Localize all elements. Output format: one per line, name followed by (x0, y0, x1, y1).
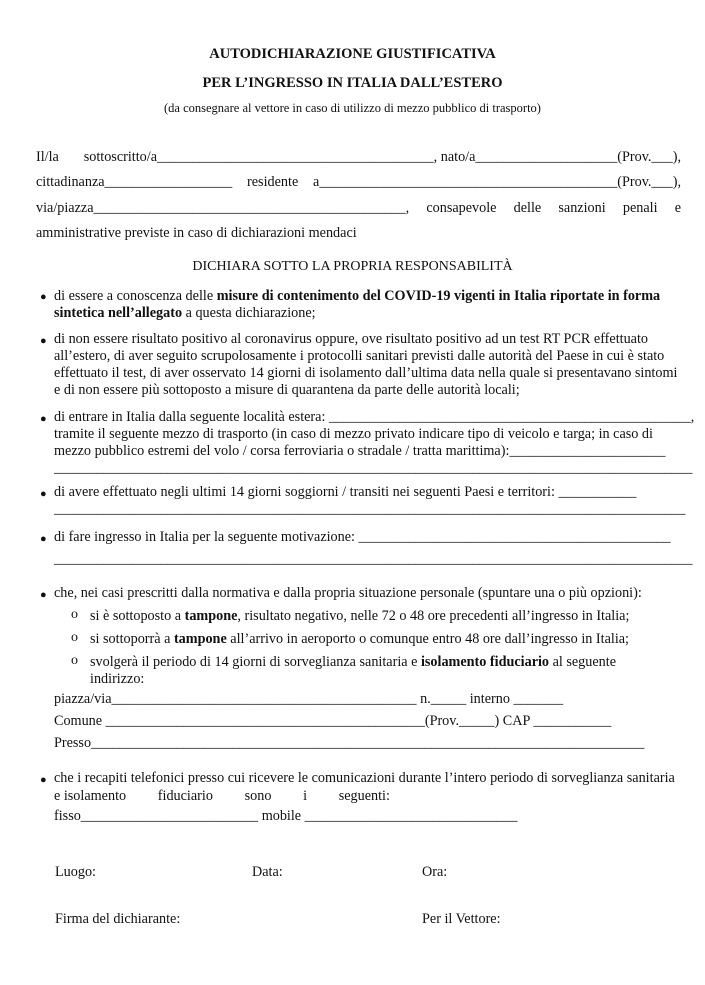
bullet-1-line-1: di essere a conoscenza delle misure di contenimento del COVID-19 vigenti in Italia riportate in forma (54, 288, 661, 304)
option-test-before: si è sottoposto a tampone, risultato negativo, nelle 72 o 48 ore precedenti all’ingresso in Italia; (90, 608, 630, 624)
text-word: fiduciario (157, 788, 213, 804)
option-circle-icon[interactable]: o (71, 630, 78, 645)
text-word: seguenti: (338, 788, 390, 804)
intro-text: sanzioni (558, 200, 606, 216)
isolation-municipality-field[interactable]: Comune _____________________________________________(Prov._____) CAP ___________ (54, 713, 612, 729)
isolation-presso-field[interactable]: Presso______________________________________________________________________________ (54, 735, 645, 751)
text-word: sono (244, 788, 272, 804)
form-subtitle: (da consegnare al vettore in caso di utilizzo di mezzo pubblico di trasporto) (164, 101, 541, 115)
bullet-2-line-4: e di non essere più sottoposto a misure di quarantena da parte delle autorità locali; (54, 382, 520, 398)
text-word: i (303, 788, 308, 804)
bullet-2-line-3: effettuato il test, di aver osservato 14 giorni di isolamento dall’ultima data nella quale si presentavano sintomi (54, 365, 678, 381)
bullet-6-line-1: che, nei casi prescritti dalla normativa e dalla propria situazione personale (spuntare una o più opzioni): (54, 585, 642, 601)
entry-reason-field[interactable]: di fare ingresso in Italia per la seguente motivazione: ____________________________________________ (54, 529, 671, 545)
bullet-icon: ● (40, 335, 47, 347)
bullet-2-line-2: all’estero, di aver seguito scrupolosamente i protocolli sanitari previsti dalle autorità del Paese in cui è stato (54, 348, 665, 364)
bullet-icon: ● (40, 291, 47, 303)
street-field[interactable]: via/piazza____________________________________________, (36, 200, 410, 216)
isolation-street-field[interactable]: piazza/via___________________________________________ n._____ interno _______ (54, 691, 564, 707)
transport-means-field[interactable]: mezzo pubblico estremi del volo / corsa ferroviaria o stradale / tratta marittima):______________________ (54, 443, 666, 459)
form-title-line2: PER L’INGRESSO IN ITALIA DALL’ESTERO (202, 75, 503, 91)
intro-line-2 (36, 174, 681, 191)
carrier-signature-label[interactable]: Per il Vettore: (422, 911, 501, 927)
option-isolation-line-2: indirizzo: (90, 671, 145, 687)
place-label[interactable]: Luogo: (55, 864, 96, 880)
foreign-location-field[interactable]: di entrare in Italia dalla seguente località estera: ___________________________________________________, (54, 409, 695, 425)
phone-fields[interactable]: fisso_________________________ mobile ______________________________ (54, 808, 518, 824)
option-test-arrival: si sottoporrà a tampone all’arrivo in aeroporto o comunque entro 48 ore dall’ingresso in Italia; (90, 631, 629, 647)
intro-text: Il/la (36, 149, 59, 165)
intro-text: consapevole (426, 200, 497, 216)
declarant-signature-label[interactable]: Firma del dichiarante: (55, 911, 181, 927)
text-word: e isolamento (54, 788, 127, 804)
intro-text: residente (247, 174, 299, 190)
bullet-icon: ● (40, 488, 47, 500)
bullet-icon: ● (40, 413, 47, 425)
bullet-3-line-2: tramite il seguente mezzo di trasporto (in caso di mezzo privato indicare tipo di veicolo e targa; in caso di (54, 426, 653, 442)
time-label[interactable]: Ora: (422, 864, 448, 880)
bullet-icon: ● (40, 774, 47, 786)
bullet-7-line-2 (54, 788, 390, 805)
intro-text: e (674, 200, 681, 216)
intro-line-3 (36, 200, 681, 217)
intro-line-4: amministrative previste in caso di dichiarazioni mendaci (36, 225, 357, 241)
form-title: AUTODICHIARAZIONE GIUSTIFICATIVA (209, 46, 496, 62)
transport-means-field-extra[interactable]: __________________________________________________________________________________________ (54, 460, 693, 476)
declaration-heading: DICHIARA SOTTO LA PROPRIA RESPONSABILITÀ (192, 259, 513, 274)
bullet-2-line-1: di non essere risultato positivo al coronavirus oppure, ove risultato positivo ad un test RT PCR effettuato (54, 331, 649, 347)
citizenship-field[interactable]: cittadinanza__________________ (36, 174, 233, 190)
intro-text: delle (513, 200, 542, 216)
bullet-7-line-1: che i recapiti telefonici presso cui ricevere le comunicazioni durante l’intero periodo di sorveglianza sanitaria (54, 770, 675, 786)
entry-reason-field-extra[interactable]: __________________________________________________________________________________________ (54, 551, 693, 567)
intro-line-1 (36, 149, 681, 166)
bullet-1-line-2: sintetica nell’allegato a questa dichiarazione; (54, 305, 316, 321)
bullet-icon: ● (40, 533, 47, 545)
residence-field[interactable]: a__________________________________________(Prov.___), (313, 174, 681, 190)
option-isolation: svolgerà il periodo di 14 giorni di sorveglianza sanitaria e isolamento fiduciario al seguente (90, 654, 616, 670)
transit-countries-field[interactable]: di avere effettuato negli ultimi 14 giorni soggiorni / transiti nei seguenti Paesi e territori: ___________ (54, 484, 637, 500)
option-circle-icon[interactable]: o (71, 607, 78, 622)
date-label[interactable]: Data: (252, 864, 283, 880)
name-birth-field[interactable]: sottoscritto/a_______________________________________, nato/a____________________(Prov.___), (83, 149, 681, 165)
intro-text: penali (622, 200, 658, 216)
transit-countries-field-extra[interactable]: _________________________________________________________________________________________ (54, 501, 686, 517)
bullet-icon: ● (40, 589, 47, 601)
option-circle-icon[interactable]: o (71, 653, 78, 668)
